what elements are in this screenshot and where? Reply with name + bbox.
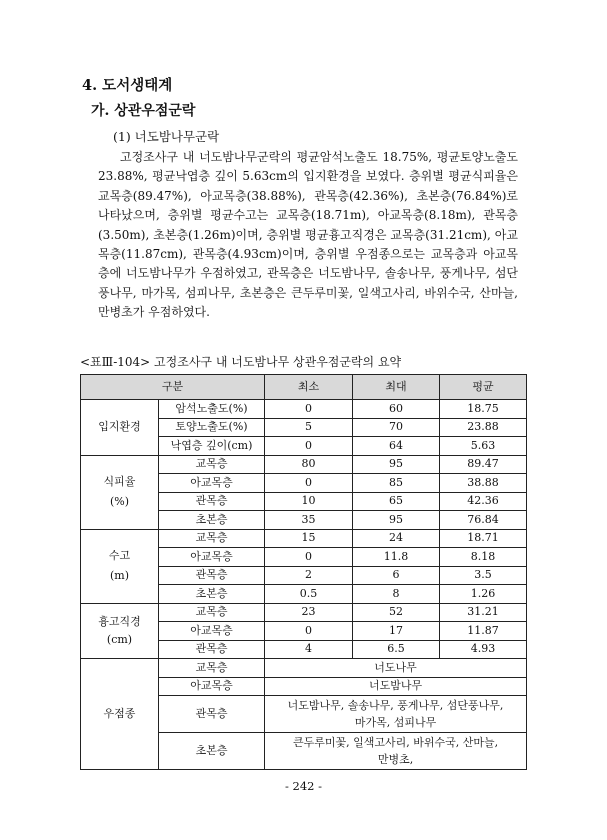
- cell-avg: 3.5: [440, 566, 527, 585]
- row-name: 초본층: [159, 511, 265, 530]
- cell-max: 70: [353, 418, 440, 437]
- cell-min: 4: [265, 640, 353, 659]
- cell-max: 52: [353, 603, 440, 622]
- cell-min: 5: [265, 418, 353, 437]
- row-name: 토양노출도(%): [159, 418, 265, 437]
- header-min: 최소: [265, 375, 353, 400]
- row-name: 초본층: [159, 733, 265, 770]
- cell-max: 64: [353, 437, 440, 456]
- row-name: 아교목층: [159, 677, 265, 696]
- cell-max: 17: [353, 622, 440, 641]
- row-name: 아교목층: [159, 622, 265, 641]
- row-name: 교목층: [159, 455, 265, 474]
- table-row: [81, 455, 527, 474]
- cell-max: 6.5: [353, 640, 440, 659]
- group-label-line2: (m): [109, 569, 129, 582]
- group-label-line1: 흉고직경: [98, 614, 141, 628]
- dominant-species-line1: 큰두루미꽃, 일색고사리, 바위수국, 산마늘,: [292, 736, 499, 749]
- row-name: 교목층: [159, 659, 265, 678]
- row-name: 초본층: [159, 585, 265, 604]
- cell-avg: 1.26: [440, 585, 527, 604]
- cell-min: 23: [265, 603, 353, 622]
- cell-min: 0: [265, 437, 353, 456]
- row-name: 낙엽층 깊이(cm): [159, 437, 265, 456]
- group-label: 입지환경: [81, 400, 159, 456]
- cell-min: 0.5: [265, 585, 353, 604]
- page-number: - 242 -: [284, 779, 323, 793]
- row-name: 교목층: [159, 603, 265, 622]
- cell-max: 85: [353, 474, 440, 493]
- cell-max: 95: [353, 455, 440, 474]
- dominant-species-line2: 마가목, 섬피나무: [354, 716, 437, 729]
- cell-min: 0: [265, 400, 353, 419]
- cell-max: 65: [353, 492, 440, 511]
- dominant-species: 너도나무: [265, 659, 527, 678]
- cell-max: 95: [353, 511, 440, 530]
- cell-min: 2: [265, 566, 353, 585]
- dominant-species: [265, 696, 527, 733]
- cell-min: 0: [265, 622, 353, 641]
- group-label-line2: (cm): [106, 632, 133, 646]
- row-name: 암석노출도(%): [159, 400, 265, 419]
- group-label-line2: (%): [109, 495, 130, 508]
- dominant-species: [265, 733, 527, 770]
- subsection-title: 가. 상관우점군락: [91, 103, 196, 119]
- cell-max: 8: [353, 585, 440, 604]
- dominant-species-line2: 만병초,: [377, 753, 414, 766]
- table-row: [81, 659, 527, 678]
- cell-max: 6: [353, 566, 440, 585]
- cell-avg: 8.18: [440, 548, 527, 567]
- cell-avg: 42.36: [440, 492, 527, 511]
- row-name: 관목층: [159, 492, 265, 511]
- cell-avg: 76.84: [440, 511, 527, 530]
- group-label-line1: 수고: [108, 549, 131, 562]
- row-name: 관목층: [159, 696, 265, 733]
- table-header-row: [81, 375, 527, 400]
- cell-min: 15: [265, 529, 353, 548]
- table-row: [81, 529, 527, 548]
- cell-max: 11.8: [353, 548, 440, 567]
- dominant-species: 너도밤나무: [265, 677, 527, 696]
- cell-avg: 5.63: [440, 437, 527, 456]
- header-max: 최대: [353, 375, 440, 400]
- cell-avg: 23.88: [440, 418, 527, 437]
- group-label: [81, 603, 159, 659]
- group-label: [81, 529, 159, 603]
- group-label: 우점종: [81, 659, 159, 770]
- cell-max: 60: [353, 400, 440, 419]
- row-name: 관목층: [159, 640, 265, 659]
- cell-avg: 11.87: [440, 622, 527, 641]
- cell-avg: 38.88: [440, 474, 527, 493]
- row-name: 관목층: [159, 566, 265, 585]
- table-caption: <표Ⅲ-104> 고정조사구 내 너도밤나무 상관우점군락의 요약: [80, 355, 402, 369]
- header-category: 구분: [81, 375, 265, 400]
- cell-min: 0: [265, 474, 353, 493]
- summary-table: [80, 374, 527, 770]
- row-name: 아교목층: [159, 548, 265, 567]
- cell-avg: 18.71: [440, 529, 527, 548]
- cell-min: 10: [265, 492, 353, 511]
- cell-min: 35: [265, 511, 353, 530]
- header-avg: 평균: [440, 375, 527, 400]
- group-label: [81, 455, 159, 529]
- cell-max: 24: [353, 529, 440, 548]
- body-paragraph: 고정조사구 내 너도밤나무군락의 평균암석노출도 18.75%, 평균토양노출도 23.88%, 평균낙엽층 깊이 5.63cm의 입지환경을 보였다. 층위별 평균식피율은 교목층(89.47%), 아교목층(38.88%), 관목층(42.36%), 초본층(76.84%)로 나타났으며, 층위별 평균수고는 교목층(18.71m), 아교목층(8.18m), 관목층(3.50m), 초본층(1.26m)이며, 층위별 평균흉고직경은 교목층(31.21cm), 아교목층(11.87cm), 관목층(4.93cm)이며, 층위별 우점종으로는 교목층과 아교목층에 너도밤나무가 우점하였고, 관목층은 너도밤나무, 솔송나무, 풍게나무, 섬단풍나무, 마가목, 섬피나무, 초본층은 큰두루미꽃, 일색고사리, 바위수국, 산마늘, 만병초가 우점하였다.: [98, 150, 518, 320]
- cell-avg: 18.75: [440, 400, 527, 419]
- group-label-line1: 식피율: [103, 475, 136, 488]
- table-row: [81, 603, 527, 622]
- cell-avg: 4.93: [440, 640, 527, 659]
- subsubsection-title: (1) 너도밤나무군락: [113, 129, 220, 144]
- dominant-species-line1: 너도밤나무, 솔송나무, 풍게나무, 섬단풍나무,: [287, 699, 504, 712]
- row-name: 교목층: [159, 529, 265, 548]
- table-row: [81, 400, 527, 419]
- cell-min: 0: [265, 548, 353, 567]
- cell-avg: 31.21: [440, 603, 527, 622]
- cell-avg: 89.47: [440, 455, 527, 474]
- cell-min: 80: [265, 455, 353, 474]
- row-name: 아교목층: [159, 474, 265, 493]
- section-title: 4. 도서생태계: [82, 77, 173, 94]
